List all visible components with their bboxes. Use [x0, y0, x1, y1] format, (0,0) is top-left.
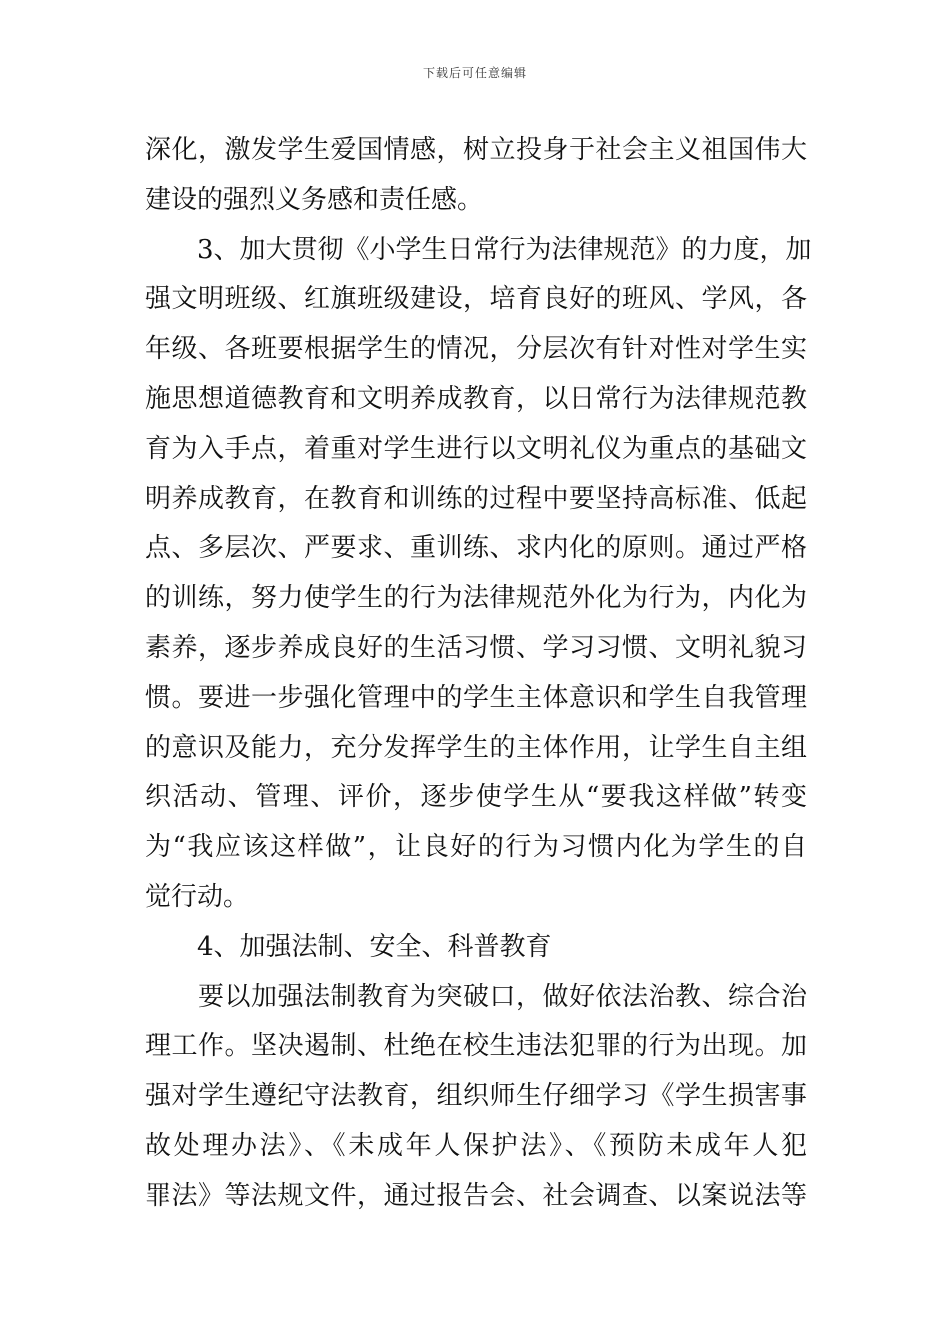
- text-line: 育为入手点，着重对学生进行以文明礼仪为重点的基础文: [145, 433, 807, 464]
- text-line: 强文明班级、红旗班级建设，培育良好的班风、学风，各: [145, 284, 807, 315]
- document-body: [145, 126, 812, 1222]
- text-line: 惯。要进一步强化管理中的学生主体意识和学生自我管理: [145, 682, 807, 713]
- text-line: 觉行动。: [145, 881, 250, 912]
- text-line: 强对学生遵纪守法教育，组织师生仔细学习《学生损害事: [145, 1081, 807, 1112]
- text-line: 理工作。坚决遏制、杜绝在校生违法犯罪的行为出现。加: [145, 1031, 807, 1062]
- text-line: 3、加大贯彻《小学生日常行为法律规范》的力度，加: [145, 234, 812, 265]
- text-line: 的训练，努力使学生的行为法律规范外化为行为，内化为: [145, 583, 807, 614]
- text-line: 施思想道德教育和文明养成教育，以日常行为法律规范教: [145, 383, 807, 414]
- text-line: 素养，逐步养成良好的生活习惯、学习习惯、文明礼貌习: [145, 632, 807, 663]
- section-heading: 4、加强法制、安全、科普教育: [145, 931, 552, 962]
- text-line: 年级、各班要根据学生的情况，分层次有针对性对学生实: [145, 334, 807, 365]
- text-line: 罪法》等法规文件，通过报告会、社会调查、以案说法等: [145, 1180, 807, 1211]
- text-line: 为“我应该这样做”，让良好的行为习惯内化为学生的自: [145, 832, 807, 863]
- text-line: 的意识及能力，充分发挥学生的主体作用，让学生自主组: [145, 732, 807, 763]
- text-line: 要以加强法制教育为突破口，做好依法治教、综合治: [145, 981, 807, 1012]
- text-line: 织活动、管理、评价，逐步使学生从“要我这样做”转变: [145, 782, 807, 813]
- text-line: 故处理办法》、《未成年人保护法》、《预防未成年人犯: [145, 1130, 807, 1161]
- page-header: 下载后可任意编辑: [422, 66, 527, 80]
- text-line: 明养成教育，在教育和训练的过程中要坚持高标准、低起: [145, 483, 807, 514]
- text-line: 深化，激发学生爱国情感，树立投身于社会主义祖国伟大: [145, 135, 807, 165]
- text-line: 点、多层次、严要求、重训练、求内化的原则。通过严格: [145, 533, 807, 564]
- text-line: 建设的强烈义务感和责任感。: [145, 184, 484, 215]
